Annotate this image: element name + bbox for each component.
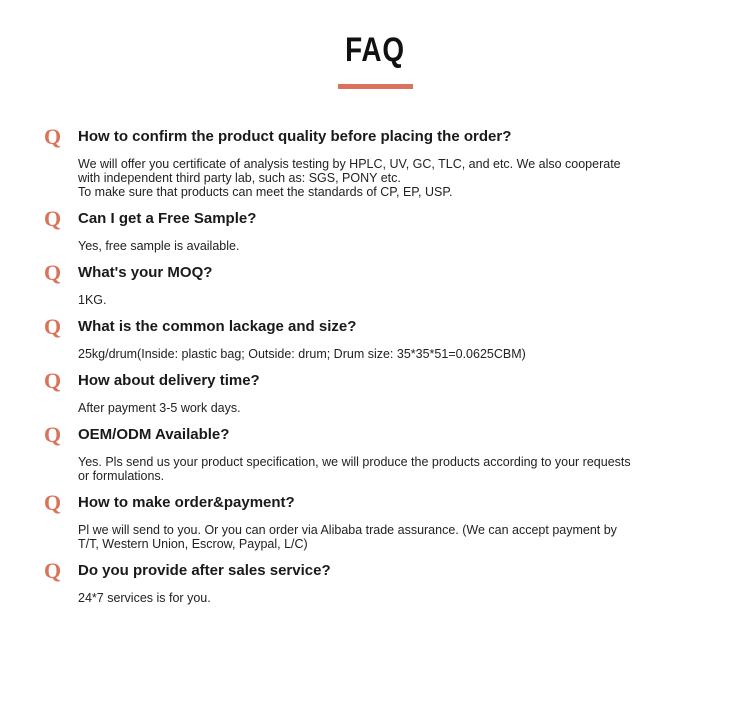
faq-list <box>44 125 684 605</box>
faq-question: Do you provide after sales service? <box>78 562 331 579</box>
faq-question-row <box>44 559 684 585</box>
faq-answer-line: 24*7 services is for you. <box>78 591 211 605</box>
faq-answer-line: To make sure that products can meet the standards of CP, EP, USP. <box>78 185 453 199</box>
faq-answer-line: T/T, Western Union, Escrow, Paypal, L/C) <box>78 537 308 551</box>
faq-answer <box>78 523 678 551</box>
faq-question: How to make order&payment? <box>78 494 295 511</box>
faq-answer-line: Pl we will send to you. Or you can order via Alibaba trade assurance. (We can accept payment by <box>78 523 617 537</box>
q-letter-icon: Q <box>44 490 62 515</box>
faq-question-row <box>44 261 684 287</box>
faq-question: Can I get a Free Sample? <box>78 210 257 227</box>
faq-question-row <box>44 125 684 151</box>
faq-question-row <box>44 315 684 341</box>
faq-item <box>44 207 684 253</box>
faq-answer-line: or formulations. <box>78 469 165 483</box>
faq-question: OEM/ODM Available? <box>78 426 230 443</box>
faq-answer-line: We will offer you certificate of analysis testing by HPLC, UV, GC, TLC, and etc. We also cooperate <box>78 157 621 171</box>
faq-answer-line: Yes, free sample is available. <box>78 239 240 253</box>
faq-answer <box>78 455 678 483</box>
faq-question-row <box>44 369 684 395</box>
faq-item <box>44 125 684 199</box>
faq-question-row <box>44 491 684 517</box>
faq-question-row <box>44 207 684 233</box>
faq-question: How to confirm the product quality before placing the order? <box>78 128 512 145</box>
q-letter-icon: Q <box>44 368 62 393</box>
faq-answer <box>78 239 678 253</box>
faq-question: What's your MOQ? <box>78 264 213 281</box>
title-underline <box>338 84 413 89</box>
faq-item <box>44 369 684 415</box>
q-letter-icon: Q <box>44 124 62 149</box>
faq-item <box>44 261 684 307</box>
faq-item <box>44 491 684 551</box>
faq-question: What is the common lackage and size? <box>78 318 357 335</box>
faq-answer-line: 25kg/drum(Inside: plastic bag; Outside: drum; Drum size: 35*35*51=0.0625CBM) <box>78 347 526 361</box>
faq-answer-line: Yes. Pls send us your product specification, we will produce the products according to your requests <box>78 455 631 469</box>
faq-question-row <box>44 423 684 449</box>
faq-item <box>44 559 684 605</box>
faq-answer <box>78 347 678 361</box>
faq-answer-line: After payment 3-5 work days. <box>78 401 241 415</box>
faq-answer-line: 1KG. <box>78 293 107 307</box>
q-letter-icon: Q <box>44 558 62 583</box>
faq-answer <box>78 401 678 415</box>
faq-answer <box>78 157 678 199</box>
page-title: FAQ <box>345 31 405 69</box>
faq-item <box>44 423 684 483</box>
faq-answer <box>78 293 678 307</box>
q-letter-icon: Q <box>44 422 62 447</box>
q-letter-icon: Q <box>44 206 62 231</box>
faq-item <box>44 315 684 361</box>
faq-answer-line: with independent third party lab, such as: SGS, PONY etc. <box>78 171 401 185</box>
faq-question: How about delivery time? <box>78 372 260 389</box>
faq-answer <box>78 591 678 605</box>
q-letter-icon: Q <box>44 260 62 285</box>
q-letter-icon: Q <box>44 314 62 339</box>
